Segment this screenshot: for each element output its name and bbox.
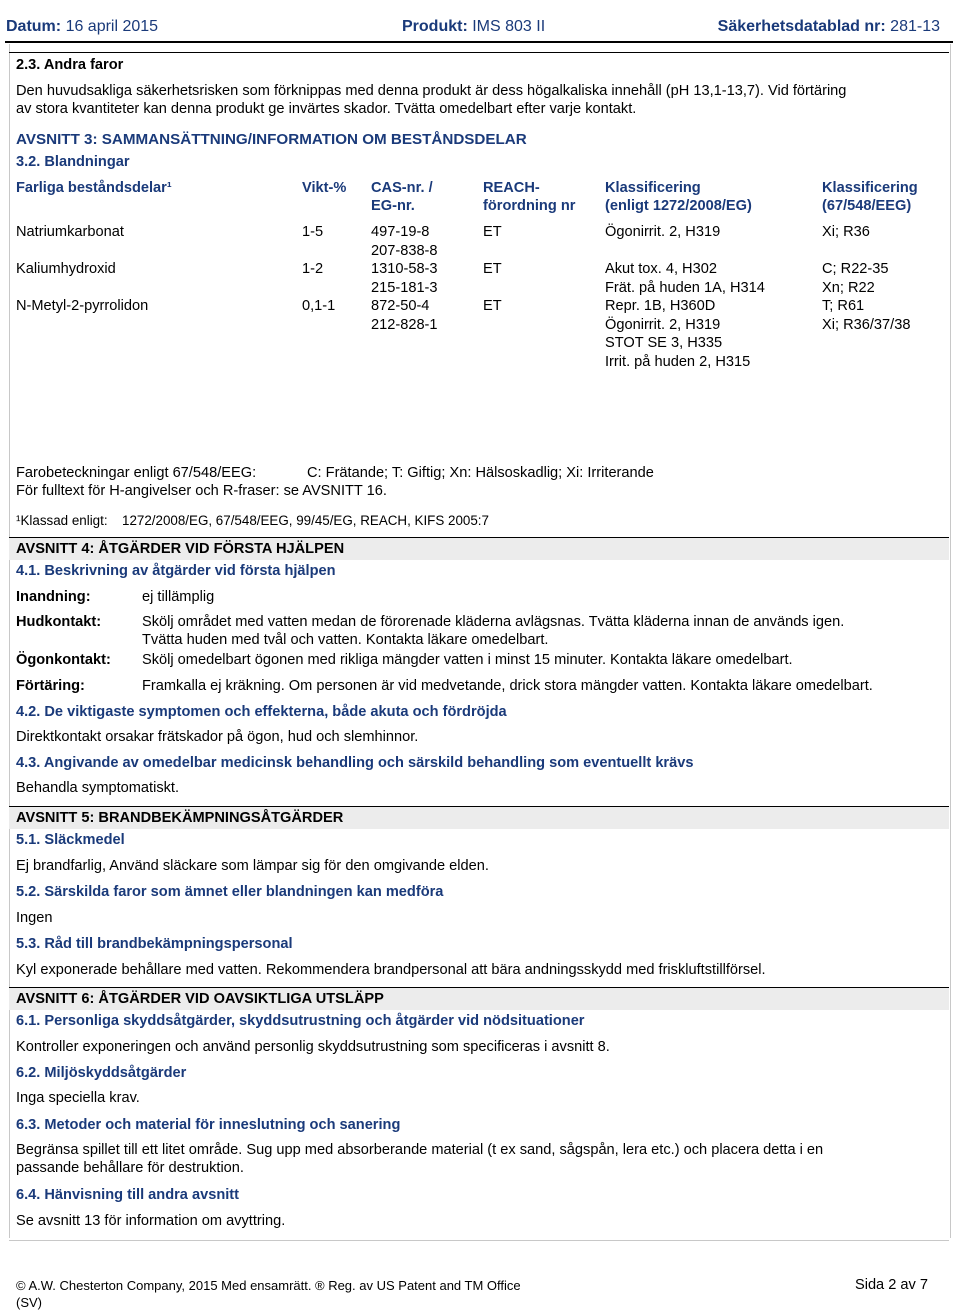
clp-class: Irrit. på huden 2, H315 — [605, 353, 751, 370]
col-header-dsd-2: (67/548/EEG) — [822, 198, 912, 214]
col-header-substance: Farliga beståndsdelar¹ — [16, 180, 172, 196]
symptoms-text: Direktkontakt orsakar frätskador på ögon, hud och slemhinnor. — [16, 729, 419, 745]
clp-class: Frät. på huden 1A, H314 — [605, 279, 765, 296]
clp-class: Ögonirrit. 2, H319 — [605, 224, 721, 240]
page-header — [0, 0, 960, 44]
footer-rule — [9, 1240, 949, 1241]
section-6-1-heading: 6.1. Personliga skyddsåtgärder, skyddsutrustning och åtgärder vid nödsituationer — [16, 1013, 585, 1029]
col-header-clp: Klassificering — [605, 180, 701, 196]
eg-number: 215-181-3 — [371, 279, 438, 296]
sds-value: 281-13 — [890, 18, 940, 35]
special-hazards-text: Ingen — [16, 910, 53, 926]
section-4-1-heading: 4.1. Beskrivning av åtgärder vid första hjälpen — [16, 563, 336, 579]
inhalation-label: Inandning: — [16, 589, 91, 605]
section-5-3-heading: 5.3. Råd till brandbekämpningspersonal — [16, 936, 293, 952]
fulltext-note: För fulltext för H-angivelser och R-fraser: se AVSNITT 16. — [16, 483, 387, 499]
section-2-3-heading: 2.3. Andra faror — [16, 57, 124, 73]
sds-number — [718, 18, 940, 36]
eg-number: 207-838-8 — [371, 242, 438, 259]
cas-number: 1310-58-3 — [371, 261, 438, 277]
col-header-clp-2: (enligt 1272/2008/EG) — [605, 198, 752, 214]
ingestion-label: Förtäring: — [16, 678, 85, 694]
reach-value: ET — [483, 298, 502, 314]
clp-class: Akut tox. 4, H302 — [605, 261, 717, 277]
col-header-cas: CAS-nr. / — [371, 180, 433, 196]
dsd-class: C; R22-35 — [822, 261, 889, 277]
symbols-value: C: Frätande; T: Giftig; Xn: Hälsoskadlig; Xi: Irriterande — [307, 465, 654, 481]
section-4-3-heading: 4.3. Angivande av omedelbar medicinsk behandling och särskild behandling som eventuellt krävs — [16, 755, 694, 771]
methods-text-1: Begränsa spillet till ett litet område. Sug upp med absorberande material (t ex sand, sågspån, lera etc.) och placera detta i en — [16, 1142, 824, 1158]
col-header-reach-2: förordning nr — [483, 198, 576, 214]
date-value: 16 april 2015 — [65, 18, 159, 35]
symbols-label: Farobeteckningar enligt 67/548/EEG: — [16, 465, 257, 481]
section-3-2-heading: 3.2. Blandningar — [16, 154, 130, 170]
cas-number: 872-50-4 — [371, 298, 430, 314]
reach-value: ET — [483, 261, 502, 277]
product — [402, 18, 545, 36]
language-code: (SV) — [16, 1295, 42, 1310]
other-hazards-line-2: av stora kvantiteter kan denna produkt ge invärtes skador. Tvätta omedelbart efter varje kontakt. — [16, 101, 637, 117]
table-row — [16, 260, 116, 279]
copyright-text: © A.W. Chesterton Company, 2015 Med ensamrätt. — [16, 1278, 312, 1293]
date — [6, 18, 158, 36]
sds-label: Säkerhetsdatablad nr: — [717, 18, 886, 35]
header-rule — [5, 41, 953, 43]
skin-text-1: Skölj området med vatten medan de förorenade kläderna avlägsnas. Tvätta kläderna innan de används igen. — [142, 614, 845, 630]
methods-text-2: passande behållare för destruktion. — [16, 1160, 244, 1176]
page-number: Sida 2 av 7 — [854, 1277, 928, 1293]
classified-label: ¹Klassad enligt: — [16, 513, 108, 528]
clp-class: Repr. 1B, H360D — [605, 298, 716, 314]
eye-text: Skölj omedelbart ögonen med rikliga mängder vatten i minst 15 minuter. Kontakta läkare omedelbart. — [142, 652, 793, 668]
dsd-class: Xn; R22 — [822, 279, 875, 296]
dsd-class: T; R61 — [822, 298, 865, 314]
eg-number: 212-828-1 — [371, 316, 438, 333]
section-6-3-heading: 6.3. Metoder och material för inneslutning och sanering — [16, 1117, 401, 1133]
section-6-2-heading: 6.2. Miljöskyddsåtgärder — [16, 1065, 187, 1081]
weight-value: 1-2 — [302, 261, 324, 277]
section-4-title: AVSNITT 4: ÅTGÄRDER VID FÖRSTA HJÄLPEN — [16, 541, 345, 557]
environmental-text: Inga speciella krav. — [16, 1090, 140, 1106]
date-label: Datum: — [6, 18, 62, 35]
eye-label: Ögonkontakt: — [16, 652, 111, 668]
table-row — [16, 223, 124, 242]
registered-text: ® Reg. av US Patent and TM Office — [315, 1278, 521, 1293]
substance-name: Kaliumhydroxid — [16, 261, 116, 277]
product-value: IMS 803 II — [472, 18, 546, 35]
section-5-1-heading: 5.1. Släckmedel — [16, 832, 125, 848]
ingestion-text: Framkalla ej kräkning. Om personen är vid medvetande, drick stora mängder vatten. Kontakta läkare omedelbart. — [142, 678, 873, 694]
other-hazards-line-1: Den huvudsakliga säkerhetsrisken som förknippas med denna produkt är dess högalkaliska innehåll (pH 13,1-13,7). Vid förtäring — [16, 83, 847, 99]
reach-value: ET — [483, 224, 502, 240]
extinguishing-text: Ej brandfarlig, Använd släckare som lämpar sig för den omgivande elden. — [16, 858, 489, 874]
section-4-2-heading: 4.2. De viktigaste symptomen och effekterna, både akuta och fördröjda — [16, 704, 507, 720]
col-header-eg: EG-nr. — [371, 198, 415, 214]
skin-label: Hudkontakt: — [16, 614, 102, 630]
reference-text: Se avsnitt 13 för information om avyttring. — [16, 1213, 286, 1229]
col-header-weight: Vikt-% — [302, 180, 347, 196]
section-3-title: AVSNITT 3: SAMMANSÄTTNING/INFORMATION OM BESTÅNDSDELAR — [16, 131, 527, 148]
classified-value: 1272/2008/EG, 67/548/EEG, 99/45/EG, REACH, KIFS 2005:7 — [122, 513, 489, 528]
substance-name: N-Metyl-2-pyrrolidon — [16, 298, 149, 314]
col-header-dsd: Klassificering — [822, 180, 918, 196]
product-label: Produkt: — [402, 18, 468, 35]
skin-text-2: Tvätta huden med tvål och vatten. Kontakta läkare omedelbart. — [142, 632, 549, 648]
firefighter-advice-text: Kyl exponerade behållare med vatten. Rekommendera brandpersonal att bära andningsskydd med friskluftstillförsel. — [16, 962, 766, 978]
dsd-class: Xi; R36 — [822, 224, 870, 240]
section-6-title: AVSNITT 6: ÅTGÄRDER VID OAVSIKTLIGA UTSLÄPP — [16, 991, 384, 1007]
cas-number: 497-19-8 — [371, 224, 430, 240]
weight-value: 1-5 — [302, 224, 324, 240]
treatment-text: Behandla symptomatiskt. — [16, 780, 180, 796]
inhalation-text: ej tillämplig — [142, 589, 215, 605]
col-header-reach: REACH- — [483, 180, 540, 196]
dsd-class: Xi; R36/37/38 — [822, 316, 911, 333]
clp-class: STOT SE 3, H335 — [605, 335, 723, 351]
weight-value: 0,1-1 — [302, 298, 336, 314]
section-5-2-heading: 5.2. Särskilda faror som ämnet eller blandningen kan medföra — [16, 884, 444, 900]
table-row — [16, 297, 148, 316]
substance-name: Natriumkarbonat — [16, 224, 124, 240]
clp-class: Ögonirrit. 2, H319 — [605, 316, 721, 333]
section-5-title: AVSNITT 5: BRANDBEKÄMPNINGSÅTGÄRDER — [16, 810, 344, 826]
section-6-4-heading: 6.4. Hänvisning till andra avsnitt — [16, 1187, 240, 1203]
precautions-text: Kontroller exponeringen och använd personlig skyddsutrustning som specificeras i avsnitt 8. — [16, 1039, 610, 1055]
section-2-3-rule — [9, 52, 949, 53]
